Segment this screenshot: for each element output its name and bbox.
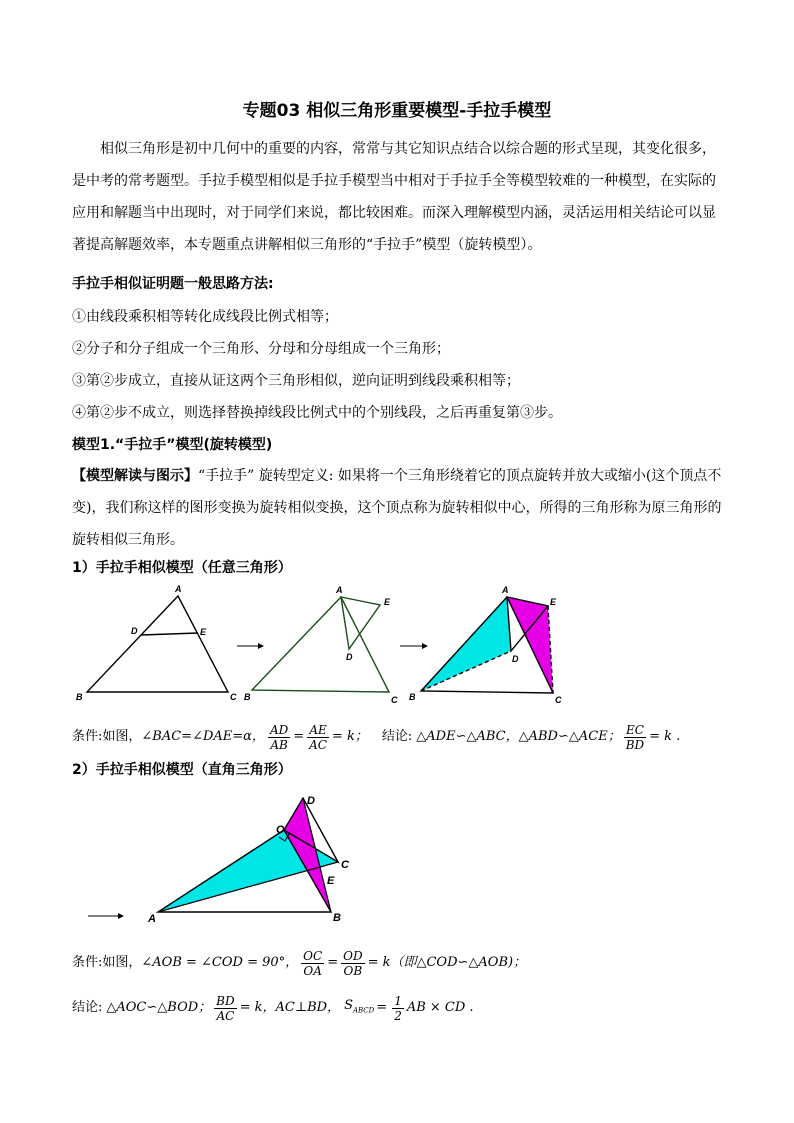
- sub1-frac3-den: BD: [625, 737, 645, 752]
- fig1-label-b: B: [76, 692, 83, 702]
- fig4-label-d: D: [307, 795, 315, 807]
- sub1-fraction-ae-ac: [307, 723, 329, 752]
- method-step-4: ④第②步不成立，则选择替换掉线段比例式中的个别线段，之后再重复第③步。: [72, 405, 562, 421]
- fig3-label-a: A: [502, 585, 509, 595]
- sub2-half-den: 2: [394, 1008, 402, 1023]
- fig2-label-e: E: [384, 597, 391, 607]
- sub2-frac1-num: OC: [303, 948, 323, 963]
- sub2-cond-angle: ∠AOB = ∠COD = 90°，: [141, 955, 299, 970]
- intro-line-1: 相似三角形是初中几何中的重要的内容，常常与其它知识点结合以综合题的形式呈现，其变化很多，: [100, 141, 716, 157]
- figure-2-rotation: [244, 585, 398, 705]
- fig4-label-b: B: [333, 912, 341, 924]
- sub2-frac2-num: OD: [343, 948, 363, 963]
- fig3-label-b: B: [409, 692, 416, 702]
- figure-row-1: [60, 582, 740, 712]
- method-heading: 手拉手相似证明题一般思路方法:: [72, 276, 274, 292]
- model1-desc-line-3: 旋转相似三角形。: [72, 532, 184, 548]
- sub1-frac3-tail: = k .: [649, 729, 681, 744]
- sub1-fraction-ad-ab: [268, 723, 290, 752]
- fig2-label-a: A: [336, 585, 343, 595]
- sub2-frac3-den: AC: [216, 1008, 235, 1023]
- fig4-label-c: C: [341, 859, 349, 871]
- fig2-label-d: D: [346, 652, 353, 662]
- fig4-label-o: O: [276, 824, 285, 836]
- page-title: 专题03 相似三角形重要模型-手拉手模型: [242, 101, 552, 121]
- sub1-cond-angle: ∠BAC=∠DAE=α，: [141, 729, 265, 744]
- sub2-half-num: 1: [394, 993, 402, 1008]
- model1-heading: 模型1.“手拉手”模型(旋转模型): [72, 437, 273, 453]
- sub1-frac3-num: EC: [624, 723, 646, 738]
- fig1-label-c: C: [230, 692, 237, 702]
- method-step-3: ③第②步成立，直接从证这两个三角形相似，逆向证明到线段乘积相等；: [72, 373, 520, 389]
- sub2-area-tail: AB × CD .: [406, 1000, 474, 1015]
- sub1-fraction-ec-bd: [624, 723, 646, 752]
- sub1-equals-k: = k；: [332, 729, 368, 744]
- fig1-segment-de: [141, 633, 198, 635]
- fig1-triangle-abc: [87, 596, 228, 692]
- sub2-cond-tail: = k（即△COD∽△AOB)；: [367, 955, 527, 970]
- arrow-1: [237, 643, 264, 649]
- sub1-frac1-den: AB: [270, 737, 288, 752]
- figure-3-shaded: [409, 585, 562, 705]
- fig2-label-b: B: [244, 692, 251, 702]
- intro-line-2: 是中考的常考题型。手拉手模型相似是手拉手模型当中相对于手拉手全等模型较难的一种模型，在实际的: [72, 173, 716, 189]
- sub1-concl-label: 结论:: [381, 729, 413, 744]
- sub1-equals: =: [293, 729, 305, 744]
- fig3-label-e: E: [550, 597, 557, 607]
- sub2-fraction-half: [392, 994, 404, 1023]
- sub2-area-symbol: [344, 998, 374, 1019]
- intro-line-3: 应用和解题当中出现时，对于同学们来说，都比较困难。而深入理解模型内涵，灵活运用相关结论可以显: [72, 205, 716, 221]
- sub2-concl-text: △AOC∽△BOD；: [106, 1000, 212, 1015]
- sub1-frac2-num: AE: [307, 723, 329, 738]
- sub2-area-s: S: [344, 997, 353, 1013]
- sub2-concl-label: 结论:: [72, 1000, 103, 1015]
- fig2-triangle-ade: [341, 597, 380, 649]
- sub2-frac1-den: OA: [303, 963, 322, 978]
- arrow-2: [400, 643, 428, 649]
- arrow-3: [88, 913, 124, 919]
- sub1-heading: 1）手拉手相似模型（任意三角形）: [72, 560, 292, 576]
- fig3-label-d: D: [512, 654, 519, 664]
- model1-desc-line-1: [72, 468, 721, 484]
- figure-4-right-triangle: [80, 788, 370, 928]
- sub2-equals: =: [327, 955, 339, 970]
- sub2-heading: 2）手拉手相似模型（直角三角形）: [72, 762, 292, 778]
- fig2-label-c: C: [391, 695, 398, 705]
- fig4-label-a: A: [148, 913, 156, 925]
- sub2-fraction-bd-ac: [214, 994, 236, 1023]
- model1-desc-text: “手拉手” 旋转型定义: 如果将一个三角形绕着它的顶点旋转并放大或缩小(这个顶点不: [198, 468, 722, 484]
- sub2-cond-label: 条件:如图，: [72, 955, 142, 970]
- fig2-triangle-abc: [252, 597, 389, 692]
- sub1-frac1-num: AD: [269, 722, 289, 737]
- sub2-area-equals: =: [376, 1000, 388, 1015]
- sub1-cond-label: 条件:如图，: [72, 729, 142, 744]
- sub2-condition-line: [72, 946, 526, 980]
- fig3-label-c: C: [555, 695, 562, 705]
- model1-desc-line-2: 变)，我们称这样的图形变换为旋转相似变换，这个顶点称为旋转相似中心，所得的三角形称为原三角形的: [72, 500, 722, 516]
- sub1-frac2-den: AC: [309, 737, 327, 752]
- sub2-conclusion-line: [72, 990, 474, 1026]
- sub2-frac3-num: BD: [216, 993, 235, 1008]
- figure-1-triangle: [76, 584, 237, 702]
- model1-desc-label: 【模型解读与图示】: [72, 468, 198, 484]
- sub2-concl-mid: = k，AC⊥BD，: [239, 1000, 341, 1015]
- sub2-fraction-oc-oa: [301, 949, 324, 978]
- sub2-frac2-den: OB: [343, 963, 363, 978]
- method-step-2: ②分子和分子组成一个三角形、分母和分母组成一个三角形；: [72, 341, 450, 357]
- sub1-condition-line: [72, 720, 680, 754]
- fig1-label-d: D: [131, 626, 138, 636]
- intro-line-4: 著提高解题效率，本专题重点讲解相似三角形的“手拉手”模型（旋转模型）。: [72, 237, 542, 253]
- sub2-fraction-od-ob: [341, 949, 364, 978]
- method-step-1: ①由线段乘积相等转化成线段比例式相等；: [72, 309, 338, 325]
- fig1-label-e: E: [200, 627, 207, 637]
- fig4-label-e: E: [327, 875, 335, 887]
- sub1-concl-text: △ADE∽△ABC，△ABD∽△ACE；: [416, 729, 621, 744]
- fig1-label-a: A: [175, 584, 182, 594]
- sub2-area-subscript: ABCD: [352, 1006, 375, 1015]
